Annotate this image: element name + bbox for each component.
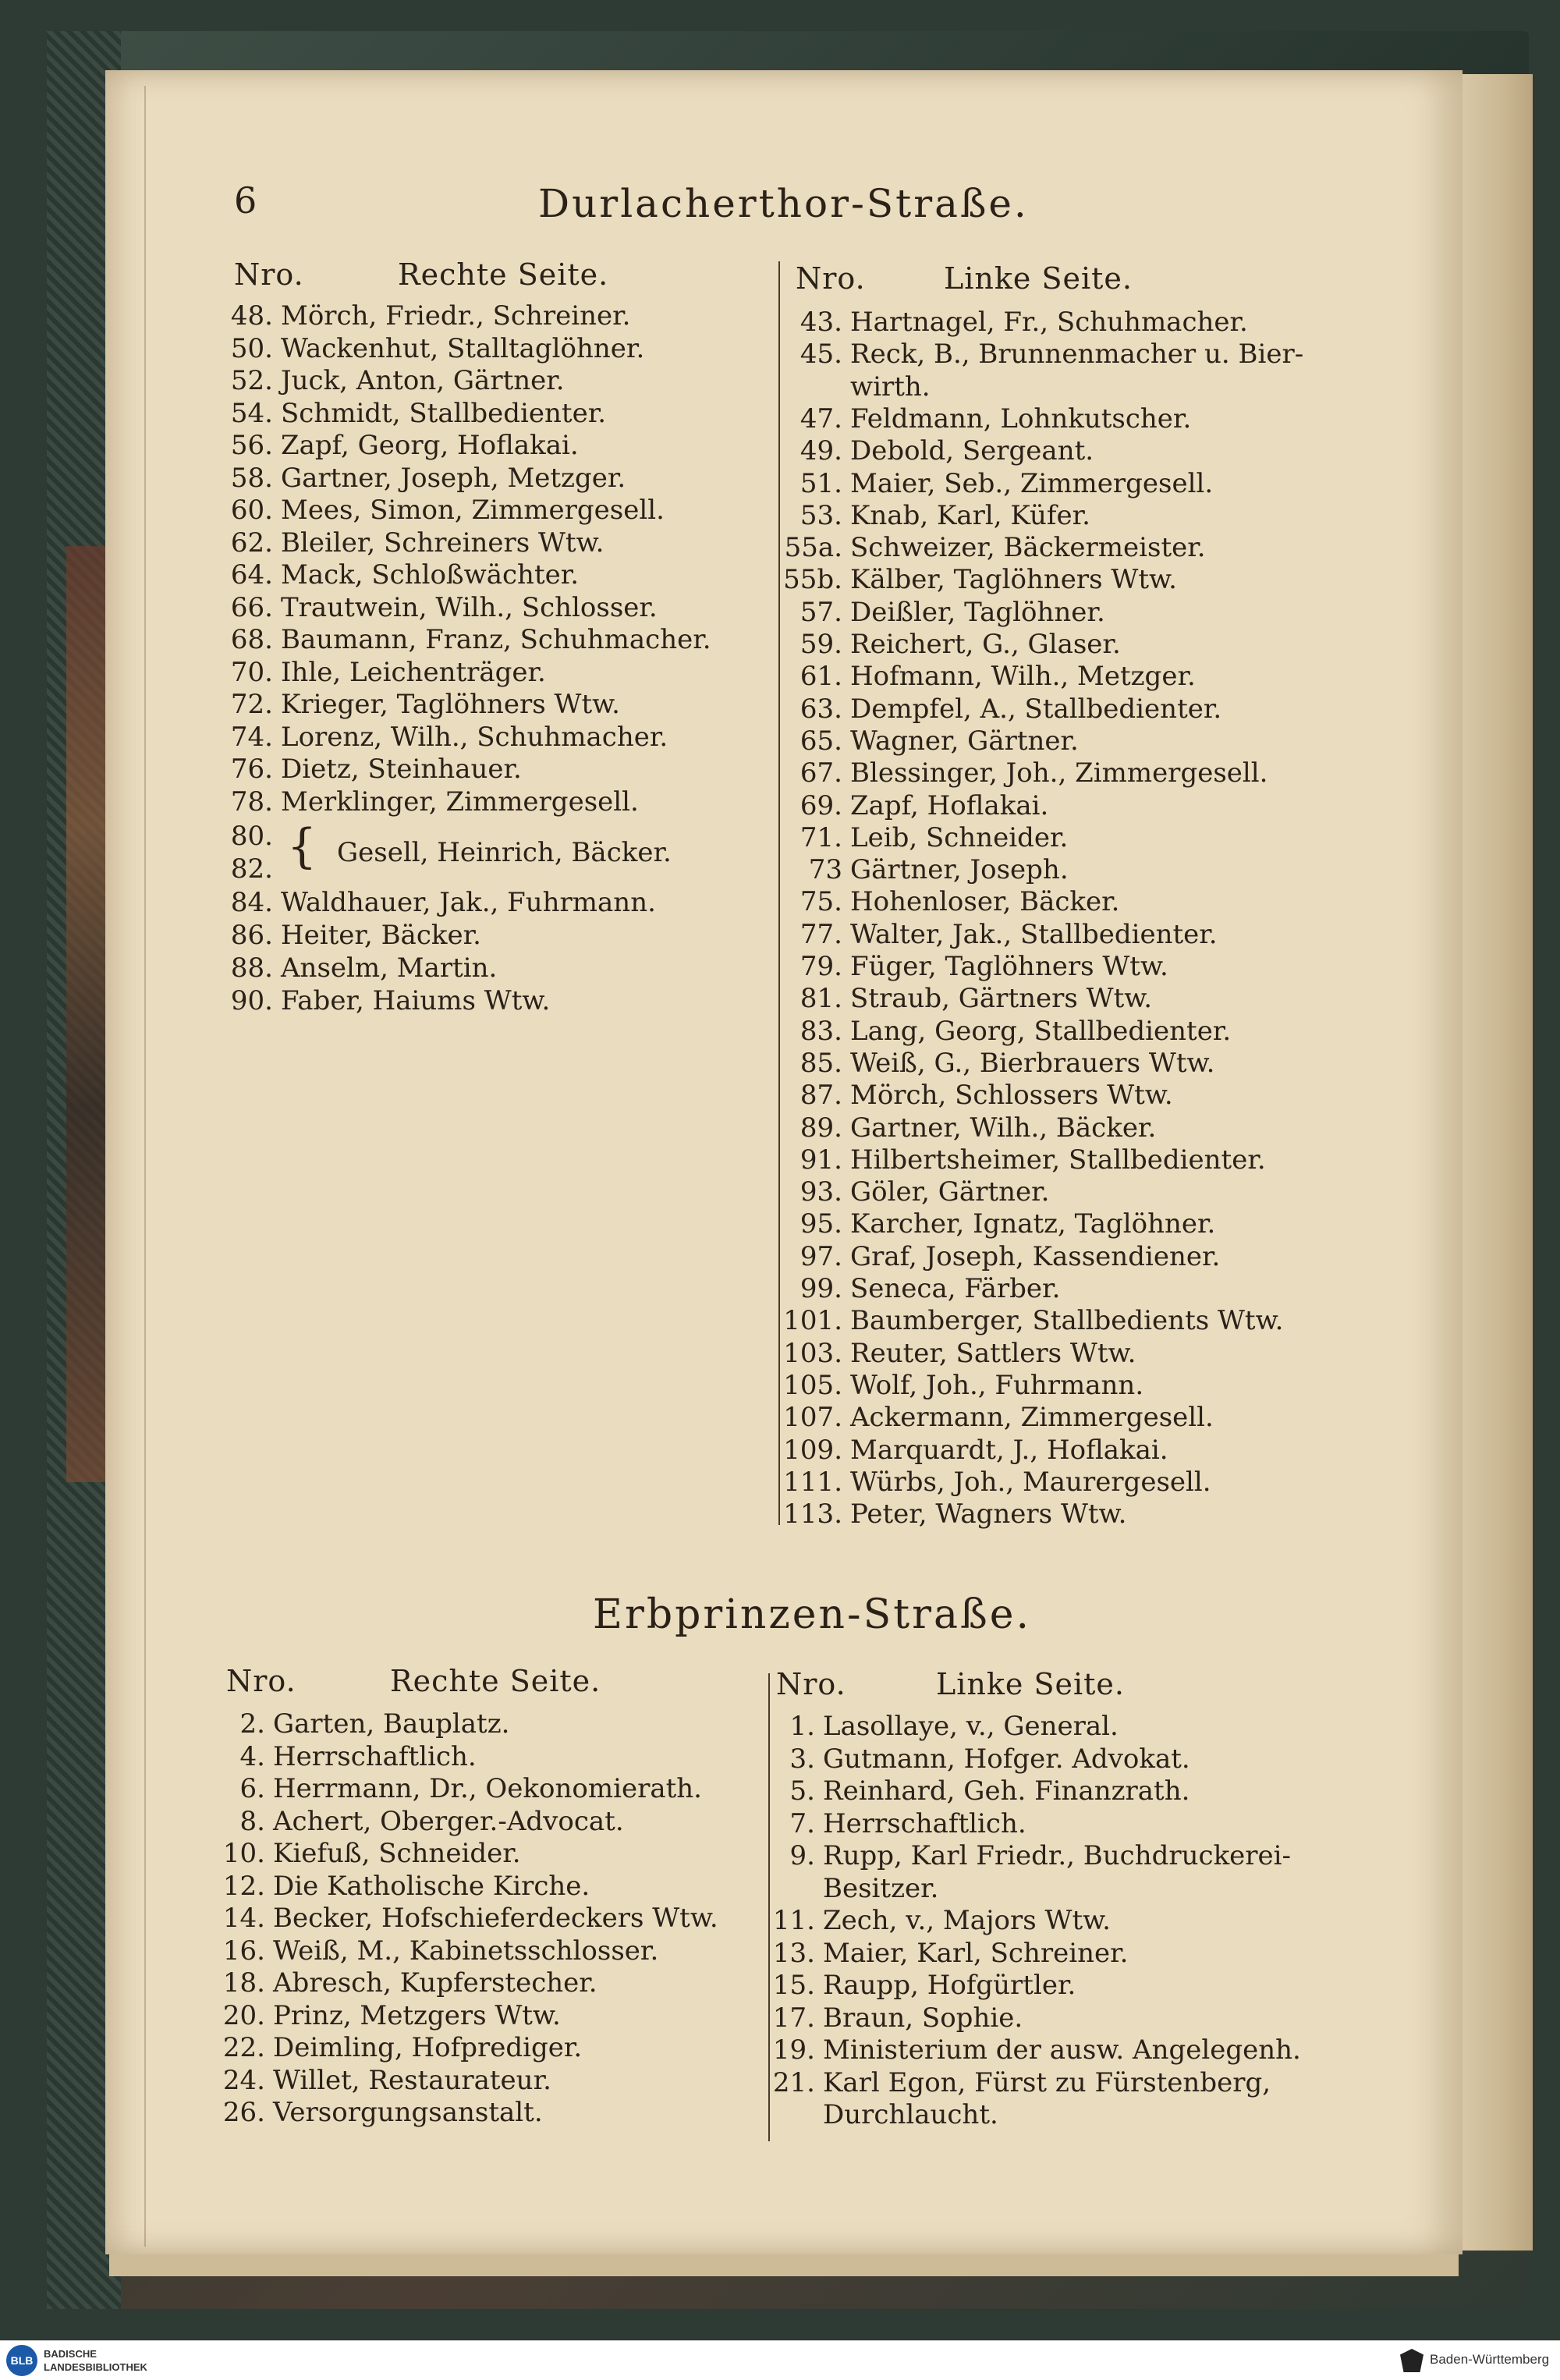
resident-name: Deimling, Hofprediger.: [273, 2032, 583, 2063]
resident-name: Dietz, Steinhauer.: [281, 754, 522, 785]
resident-name: Straub, Gärtners Wtw.: [850, 983, 1153, 1015]
list-entry: [760, 1970, 1076, 2001]
resident-name: Faber, Haiums Wtw.: [281, 985, 551, 1016]
list-entry: [760, 2067, 1271, 2098]
house-number: 17.: [772, 2002, 815, 2034]
list-entry: [226, 592, 658, 623]
list-entry: [760, 1775, 1190, 1807]
s1-left-header-nro: Nro.: [234, 257, 304, 292]
s2-right-header-side: Linke Seite.: [936, 1667, 1125, 1701]
resident-name: Reck, B., Brunnenmacher u. Bier-: [850, 339, 1304, 371]
list-entry: [226, 722, 668, 753]
s1-right-header-nro: Nro.: [796, 261, 866, 296]
section-title-erbprinzen: Erbprinzen-Straße.: [593, 1591, 1032, 1638]
resident-name: Ministerium der ausw. Angelegenh.: [823, 2034, 1301, 2066]
baden-wuerttemberg-label[interactable]: Baden-Württemberg: [1430, 2352, 1550, 2367]
house-number: 56.: [230, 430, 273, 461]
list-entry: [772, 790, 1048, 821]
page-number: 6: [234, 179, 257, 222]
list-entry: [760, 1808, 1026, 1839]
resident-name: Gutmann, Hofger. Advokat.: [823, 1743, 1190, 1775]
list-entry: [211, 1806, 624, 1837]
list-entry: [772, 532, 1206, 563]
house-number: 84.: [230, 887, 273, 918]
house-number: 74.: [230, 721, 273, 753]
house-number: 101.: [783, 1305, 842, 1337]
list-entry: [772, 1080, 1173, 1111]
list-entry: [772, 757, 1268, 789]
blb-logo-badge[interactable]: BLB: [6, 2345, 37, 2376]
s1-bracket-num-b: 82.: [230, 853, 273, 885]
house-number: 64.: [230, 559, 273, 591]
house-number: 15.: [772, 1970, 815, 2001]
house-number: 79.: [800, 951, 842, 982]
house-number: 70.: [230, 656, 273, 688]
house-number: 93.: [800, 1176, 842, 1208]
resident-name: Karl Egon, Fürst zu Fürstenberg,: [823, 2066, 1271, 2098]
house-number: 105.: [783, 1369, 842, 1401]
resident-name: Maier, Karl, Schreiner.: [823, 1937, 1129, 1969]
resident-name: Bleiler, Schreiners Wtw.: [281, 527, 604, 559]
resident-name: Walter, Jak., Stallbedienter.: [850, 918, 1218, 950]
resident-name: Debold, Sergeant.: [850, 435, 1094, 467]
house-number: 21.: [772, 2066, 815, 2098]
list-entry: [226, 398, 606, 429]
house-number: 58.: [230, 462, 273, 494]
resident-name: Schmidt, Stallbedienter.: [281, 397, 607, 429]
list-entry: [772, 661, 1196, 692]
resident-name: Graf, Joseph, Kassendiener.: [850, 1240, 1221, 1272]
house-number: 77.: [800, 918, 842, 950]
list-entry: [772, 1499, 1126, 1530]
s2-left-header-nro: Nro.: [226, 1664, 296, 1698]
list-entry: [760, 1840, 1291, 1871]
resident-name: Durchlaucht.: [823, 2099, 998, 2130]
s2-left-header-side: Rechte Seite.: [390, 1664, 601, 1698]
list-entry: [211, 1967, 597, 1999]
resident-name: Trautwein, Wilh., Schlosser.: [281, 591, 658, 623]
list-entry: [772, 886, 1119, 917]
list-entry: [211, 1741, 477, 1772]
house-number: 89.: [800, 1112, 842, 1144]
house-number: 5.: [789, 1775, 815, 1807]
resident-name: Kälber, Taglöhners Wtw.: [850, 564, 1177, 596]
resident-name: Besitzer.: [823, 1872, 939, 1904]
resident-name: Herrschaftlich.: [273, 1740, 477, 1772]
list-entry: [772, 854, 1069, 885]
list-entry: [772, 307, 1248, 338]
list-entry: [760, 1873, 938, 1904]
house-number: 16.: [222, 1935, 265, 1967]
list-entry: [760, 2099, 998, 2130]
resident-name: Hilbertsheimer, Stallbedienter.: [850, 1144, 1266, 1176]
list-entry: [226, 754, 522, 785]
house-number: 43.: [800, 307, 842, 338]
house-number: 109.: [783, 1434, 842, 1466]
house-number: 4.: [239, 1740, 265, 1772]
s1-right-header-side: Linke Seite.: [944, 261, 1133, 296]
list-entry: [772, 1048, 1214, 1079]
resident-name: Leib, Schneider.: [850, 821, 1069, 853]
house-number: 78.: [230, 786, 273, 818]
list-entry: [772, 1402, 1214, 1433]
list-entry: [772, 951, 1168, 982]
list-entry: [772, 1435, 1168, 1466]
list-entry: [226, 952, 497, 984]
resident-name: Lasollaye, v., General.: [823, 1711, 1119, 1742]
resident-name: Gärtner, Joseph.: [850, 854, 1069, 886]
house-number: 9.: [789, 1840, 815, 1871]
page-edge-bottom: [109, 2254, 1459, 2276]
house-number: 73: [808, 854, 842, 886]
list-entry: [772, 403, 1191, 435]
blb-line1: BADISCHE: [44, 2348, 97, 2360]
resident-name: Kiefuß, Schneider.: [273, 1838, 521, 1869]
resident-name: Blessinger, Joh., Zimmergesell.: [850, 757, 1268, 789]
list-entry: [211, 1935, 658, 1967]
resident-name: Dempfel, A., Stallbedienter.: [850, 693, 1222, 725]
list-entry: [772, 822, 1068, 853]
resident-name: Weiß, G., Bierbrauers Wtw.: [850, 1047, 1215, 1079]
list-entry: [772, 1338, 1136, 1369]
list-entry: [772, 1370, 1143, 1401]
list-entry: [772, 339, 1303, 370]
house-number: 55a.: [784, 532, 842, 564]
house-number: 103.: [783, 1337, 842, 1369]
resident-name: Willet, Restaurateur.: [273, 2064, 551, 2096]
house-number: 61.: [800, 661, 842, 693]
list-entry: [226, 985, 550, 1016]
list-entry: [760, 1711, 1119, 1742]
resident-name: Zech, v., Majors Wtw.: [823, 1905, 1111, 1936]
house-number: 48.: [230, 300, 273, 332]
house-number: 107.: [783, 1402, 842, 1434]
house-number: 85.: [800, 1047, 842, 1079]
resident-name: Krieger, Taglöhners Wtw.: [281, 689, 620, 720]
s1-bracket-brace: {: [287, 819, 317, 874]
house-number: 50.: [230, 332, 273, 364]
resident-name: Hartnagel, Fr., Schuhmacher.: [850, 307, 1248, 338]
list-entry: [772, 564, 1177, 595]
resident-name: Lorenz, Wilh., Schuhmacher.: [281, 721, 668, 753]
section-title-durlacherthor: Durlacherthor-Straße.: [538, 181, 1029, 226]
house-number: 45.: [800, 339, 842, 371]
house-number: 51.: [800, 467, 842, 499]
list-entry: [226, 920, 481, 951]
house-number: 8.: [239, 1805, 265, 1837]
house-number: 59.: [800, 629, 842, 660]
s1-left-header-side: Rechte Seite.: [398, 257, 609, 292]
house-number: 49.: [800, 435, 842, 467]
resident-name: Seneca, Färber.: [850, 1273, 1061, 1304]
s2-right-header-nro: Nro.: [776, 1667, 846, 1701]
house-number: 66.: [230, 591, 273, 623]
list-entry: [772, 371, 931, 403]
resident-name: Garten, Bauplatz.: [273, 1708, 510, 1740]
house-number: 2.: [239, 1708, 265, 1740]
list-entry: [226, 887, 656, 918]
resident-name: Hofmann, Wilh., Metzger.: [850, 661, 1196, 693]
house-number: 111.: [783, 1466, 842, 1498]
house-number: 65.: [800, 725, 842, 757]
resident-name: Reinhard, Geh. Finanzrath.: [823, 1775, 1190, 1807]
house-number: 87.: [800, 1080, 842, 1112]
resident-name: Waldhauer, Jak., Fuhrmann.: [281, 887, 656, 918]
resident-name: Heiter, Bäcker.: [281, 920, 481, 951]
resident-name: Wolf, Joh., Fuhrmann.: [850, 1369, 1144, 1401]
list-entry: [772, 725, 1079, 757]
resident-name: wirth.: [850, 371, 931, 403]
s1-bracket-name: Gesell, Heinrich, Bäcker.: [337, 837, 672, 868]
resident-name: Baumann, Franz, Schuhmacher.: [281, 624, 711, 655]
page-gutter: [144, 86, 146, 2247]
resident-name: Weiß, M., Kabinetsschlosser.: [273, 1935, 659, 1967]
house-number: 6.: [239, 1773, 265, 1804]
list-entry: [760, 1905, 1111, 1936]
resident-name: Füger, Taglöhners Wtw.: [850, 951, 1168, 982]
house-number: 7.: [789, 1807, 815, 1839]
resident-name: Herrschaftlich.: [823, 1807, 1026, 1839]
house-number: 72.: [230, 689, 273, 720]
house-number: 91.: [800, 1144, 842, 1176]
house-number: 20.: [222, 1999, 265, 2031]
resident-name: Juck, Anton, Gärtner.: [281, 365, 565, 396]
house-number: 11.: [772, 1905, 815, 1936]
resident-name: Peter, Wagners Wtw.: [850, 1499, 1127, 1531]
resident-name: Karcher, Ignatz, Taglöhner.: [850, 1208, 1216, 1240]
house-number: 97.: [800, 1240, 842, 1272]
list-entry: [211, 1708, 509, 1740]
list-entry: [772, 693, 1221, 725]
list-entry: [772, 1305, 1283, 1336]
house-number: 71.: [800, 821, 842, 853]
list-entry: [226, 365, 565, 396]
house-number: 22.: [222, 2032, 265, 2063]
resident-name: Braun, Sophie.: [823, 2002, 1023, 2034]
house-number: 88.: [230, 952, 273, 984]
list-entry: [226, 333, 644, 364]
house-number: 86.: [230, 920, 273, 951]
list-entry: [226, 495, 665, 526]
house-number: 75.: [800, 886, 842, 918]
resident-name: Prinz, Metzgers Wtw.: [273, 1999, 561, 2031]
house-number: 47.: [800, 403, 842, 435]
house-number: 83.: [800, 1015, 842, 1047]
list-entry: [211, 2032, 582, 2063]
house-number: 24.: [222, 2064, 265, 2096]
list-entry: [772, 629, 1121, 660]
resident-name: Zapf, Georg, Hoflakai.: [281, 430, 579, 461]
resident-name: Gartner, Wilh., Bäcker.: [850, 1112, 1157, 1144]
resident-name: Zapf, Hoflakai.: [850, 789, 1049, 821]
resident-name: Knab, Karl, Küfer.: [850, 499, 1090, 531]
house-number: 53.: [800, 499, 842, 531]
house-number: 113.: [783, 1499, 842, 1531]
list-entry: [772, 597, 1105, 628]
list-entry: [211, 1903, 718, 1934]
list-entry: [211, 2000, 561, 2031]
resident-name: Becker, Hofschieferdeckers Wtw.: [273, 1903, 718, 1934]
list-entry: [772, 1241, 1220, 1272]
resident-name: Hohenloser, Bäcker.: [850, 886, 1120, 918]
house-number: 67.: [800, 757, 842, 789]
resident-name: Ackermann, Zimmergesell.: [850, 1402, 1214, 1434]
resident-name: Versorgungsanstalt.: [273, 2097, 543, 2128]
resident-name: Ihle, Leichenträger.: [281, 656, 546, 688]
list-entry: [226, 559, 579, 591]
list-entry: [226, 689, 620, 720]
house-number: 68.: [230, 624, 273, 655]
page-edge-right: [1462, 74, 1533, 2251]
resident-name: Rupp, Karl Friedr., Buchdruckerei-: [823, 1840, 1292, 1871]
resident-name: Mörch, Friedr., Schreiner.: [281, 300, 631, 332]
list-entry: [226, 300, 630, 332]
list-entry: [760, 1938, 1128, 1969]
list-entry: [760, 2002, 1023, 2034]
resident-name: Herrmann, Dr., Oekonomierath.: [273, 1773, 702, 1804]
house-number: 18.: [222, 1967, 265, 1999]
resident-name: Baumberger, Stallbedients Wtw.: [850, 1305, 1284, 1337]
list-entry: [772, 468, 1213, 499]
list-entry: [226, 463, 626, 494]
resident-name: Marquardt, J., Hoflakai.: [850, 1434, 1168, 1466]
list-entry: [211, 1871, 590, 1902]
list-entry: [772, 500, 1090, 531]
list-entry: [772, 919, 1218, 950]
resident-name: Lang, Georg, Stallbedienter.: [850, 1015, 1232, 1047]
house-number: 55b.: [783, 564, 842, 596]
house-number: 62.: [230, 527, 273, 559]
resident-name: Raupp, Hofgürtler.: [823, 1970, 1076, 2001]
list-entry: [211, 1838, 521, 1869]
house-number: 69.: [800, 789, 842, 821]
list-entry: [226, 624, 711, 655]
house-number: 90.: [230, 985, 273, 1016]
house-number: 99.: [800, 1273, 842, 1304]
resident-name: Schweizer, Bäckermeister.: [850, 532, 1206, 564]
house-number: 63.: [800, 693, 842, 725]
resident-name: Würbs, Joh., Maurergesell.: [850, 1466, 1211, 1498]
resident-name: Wagner, Gärtner.: [850, 725, 1079, 757]
house-number: 14.: [222, 1903, 265, 1934]
list-entry: [772, 1144, 1266, 1176]
baden-wuerttemberg-crest-icon[interactable]: [1400, 2349, 1424, 2372]
resident-name: Merklinger, Zimmergesell.: [281, 786, 639, 818]
list-entry: [772, 1016, 1231, 1047]
footer-bar: [0, 2340, 1560, 2380]
house-number: 3.: [789, 1743, 815, 1775]
s1-bracket-num-a: 80.: [230, 821, 273, 852]
resident-name: Gartner, Joseph, Metzger.: [281, 462, 626, 494]
list-entry: [772, 435, 1094, 466]
house-number: 76.: [230, 754, 273, 785]
list-entry: [772, 1273, 1060, 1304]
list-entry: [772, 1112, 1156, 1144]
list-entry: [772, 1208, 1215, 1240]
resident-name: Mörch, Schlossers Wtw.: [850, 1080, 1173, 1112]
resident-name: Maier, Seb., Zimmergesell.: [850, 467, 1214, 499]
resident-name: Göler, Gärtner.: [850, 1176, 1050, 1208]
list-entry: [760, 1743, 1190, 1775]
resident-name: Achert, Oberger.-Advocat.: [273, 1805, 624, 1837]
list-entry: [226, 527, 604, 559]
list-entry: [226, 430, 579, 461]
list-entry: [772, 1176, 1049, 1208]
list-entry: [226, 657, 546, 688]
house-number: 19.: [772, 2034, 815, 2066]
resident-name: Anselm, Martin.: [281, 952, 498, 984]
house-number: 26.: [222, 2097, 265, 2128]
house-number: 54.: [230, 397, 273, 429]
resident-name: Deißler, Taglöhner.: [850, 596, 1105, 628]
blb-logo-text[interactable]: [44, 2347, 147, 2374]
list-entry: [760, 2034, 1301, 2066]
house-number: 10.: [222, 1838, 265, 1869]
resident-name: Mack, Schloßwächter.: [281, 559, 580, 591]
resident-name: Wackenhut, Stalltaglöhner.: [281, 332, 645, 364]
resident-name: Abresch, Kupferstecher.: [273, 1967, 597, 1999]
house-number: 1.: [789, 1711, 815, 1742]
list-entry: [772, 983, 1152, 1014]
house-number: 60.: [230, 495, 273, 526]
house-number: 13.: [772, 1937, 815, 1969]
resident-name: Feldmann, Lohnkutscher.: [850, 403, 1192, 435]
blb-line2: LANDESBIBLIOTHEK: [44, 2361, 147, 2373]
resident-name: Die Katholische Kirche.: [273, 1870, 590, 1902]
house-number: 57.: [800, 596, 842, 628]
list-entry: [211, 2065, 551, 2096]
house-number: 95.: [800, 1208, 842, 1240]
house-number: 12.: [222, 1870, 265, 1902]
list-entry: [211, 1773, 702, 1804]
resident-name: Reuter, Sattlers Wtw.: [850, 1337, 1136, 1369]
house-number: 81.: [800, 983, 842, 1015]
list-entry: [772, 1467, 1211, 1498]
house-number: 52.: [230, 365, 273, 396]
resident-name: Reichert, G., Glaser.: [850, 629, 1121, 660]
list-entry: [211, 2097, 543, 2128]
resident-name: Mees, Simon, Zimmergesell.: [281, 495, 665, 526]
